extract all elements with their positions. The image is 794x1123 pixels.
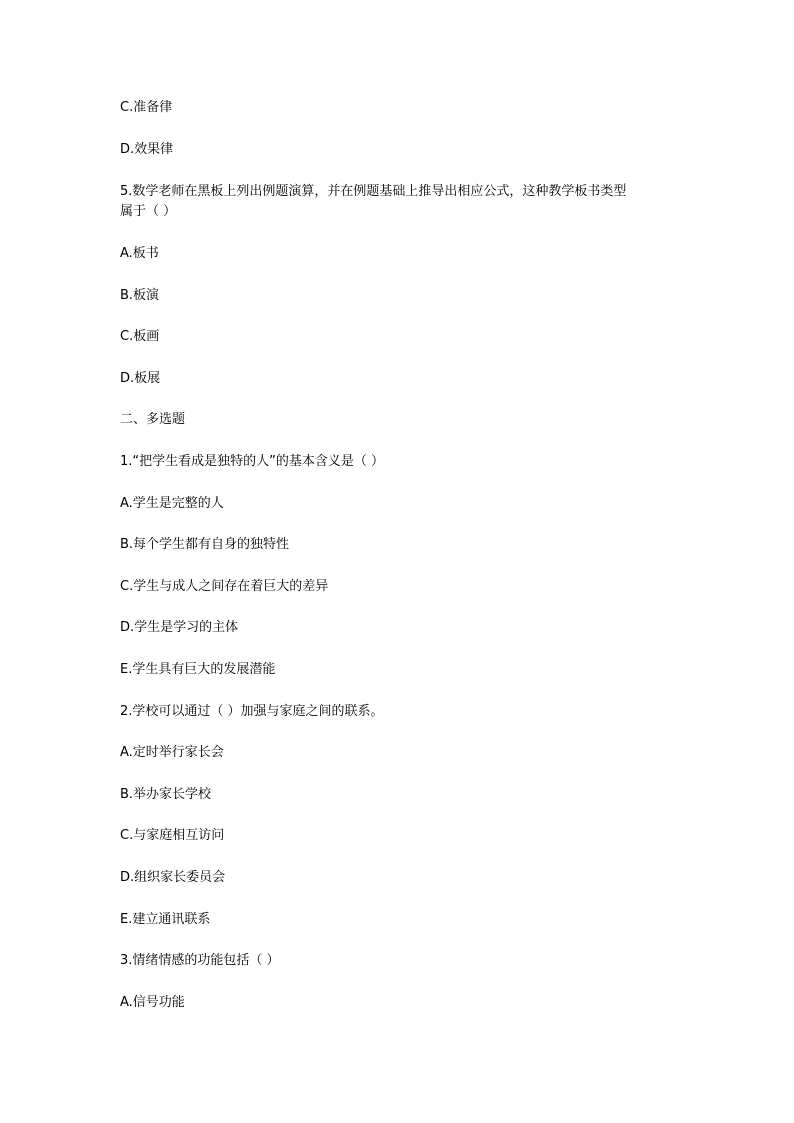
q4-option-c: C.准备律 [120,100,173,115]
mq2-option-a: A.定时举行家长会 [120,745,224,760]
mq1-option-c: C.学生与成人之间存在着巨大的差异 [120,579,329,594]
q5-stem-line-1: 5.数学老师在黑板上列出例题演算，并在例题基础上推导出相应公式，这种教学板书类型 [120,184,627,199]
q5-option-d: D.板展 [120,371,161,386]
mq3-stem: 3.情绪情感的功能包括（ ） [120,953,280,968]
mq2-option-e: E.建立通讯联系 [120,912,211,927]
q4-option-d: D.效果律 [120,142,174,157]
mq2-option-c: C.与家庭相互访问 [120,828,225,843]
mq1-option-d: D.学生是学习的主体 [120,620,239,635]
mq1-stem: 1.“把学生看成是独特的人”的基本含义是（ ） [120,454,385,469]
mq2-option-d: D.组织家长委员会 [120,870,226,885]
q5-stem-line-2: 属于（ ） [120,204,177,219]
q5-option-c: C.板画 [120,329,160,344]
mq3-option-a: A.信号功能 [120,995,185,1010]
mq1-option-b: B.每个学生都有自身的独特性 [120,537,290,552]
mq2-stem: 2.学校可以通过（ ）加强与家庭之间的联系。 [120,704,384,719]
mq1-option-a: A.学生是完整的人 [120,496,224,511]
q5-option-b: B.板演 [120,288,160,303]
section-title-multiple-choice: 二、多选题 [120,412,186,427]
mq1-option-e: E.学生具有巨大的发展潜能 [120,662,276,677]
mq2-option-b: B.举办家长学校 [120,787,212,802]
q5-option-a: A.板书 [120,246,159,261]
